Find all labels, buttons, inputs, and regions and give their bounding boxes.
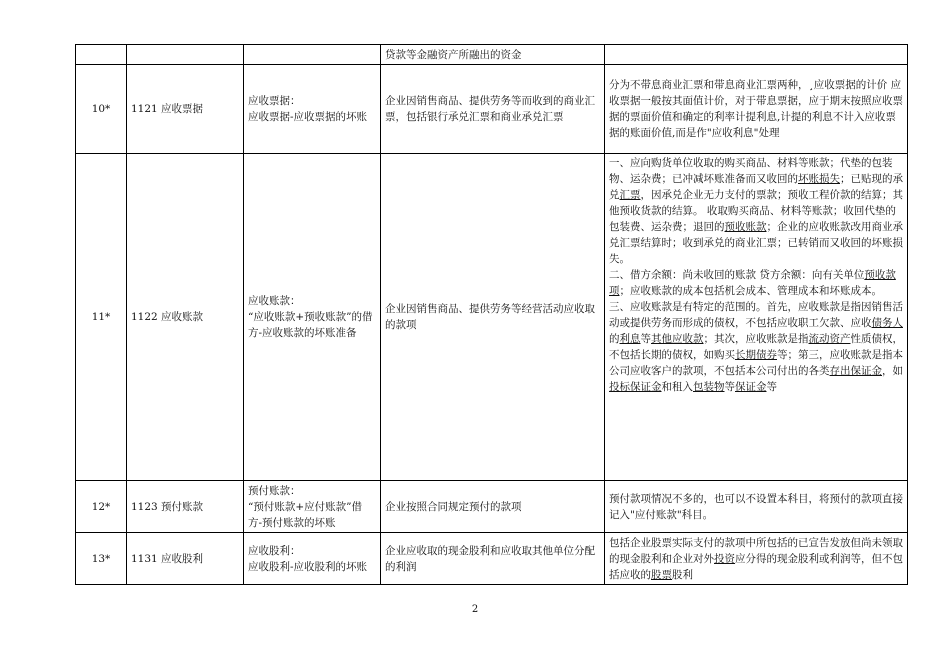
note-paragraph-3: 三、应收账款是有特定的范围的。首先，应收账款是指因销售活动或提供劳务而形成的债权，不包括应收职工欠款、应收债务人的利息等其他应收款；其次，应收账款是指流动资产性质债权，不包括长期的债权，如购买长期债券等；第三，应收账款是指本公司应收客户的款项，不包括本公司付出的各类存出保证金，如投标保证金和租入包装物等保证金等 [609, 301, 903, 393]
term-link[interactable]: 债务人 [871, 317, 903, 329]
table-row [76, 65, 908, 154]
account-cell: 1131 应收股利 [127, 533, 244, 585]
row-number: 12* [76, 481, 127, 533]
term-link[interactable]: 其他应收款 [651, 333, 704, 345]
note-cell: 分为不带息商业汇票和带息商业汇票两种，¸应收票据的计价 应收票据一般按其面值计价，对于带息票据，应于期末按照应收票据的票面价值和确定的利率计提利息,计提的利息不计入应收票据的账面价值,而是作"应收利息"处理 [605, 65, 908, 154]
note-paragraph-1: 一、应向购货单位收取的购买商品、材料等账款；代垫的包装物、运杂费；已冲减坏账准备而又收回的坏账损失；已贴现的承兑汇票，因承兑企业无力支付的票款；预收工程价款的结算；其他预收货款的结算。 收取购买商品、材料等账款；收回代垫的包装费、运杂费；退回的预收账款；企业的应收账款改用商业承兑汇票结算时；收到承兑的商业汇票；已转销而又收回的坏账损失。 [609, 157, 903, 265]
account-cell: 1122 应收账款 [127, 154, 244, 481]
term-link[interactable]: 包装物 [693, 381, 725, 393]
scope-cell: 企业因销售商品、提供劳务等经营活动应收取的款项 [381, 154, 605, 481]
row-number: 13* [76, 533, 127, 585]
term-link[interactable]: 预收账款 [724, 221, 767, 233]
term-link[interactable]: 汇票 [619, 189, 641, 201]
table-cell [605, 45, 908, 65]
table-row [76, 45, 908, 65]
term-link[interactable]: 存出保证金 [829, 365, 882, 377]
page-number: 2 [471, 604, 479, 615]
setup-cell: 应收账款： “应收账款+预收账款”的借方-应收账款的坏账准备 [244, 154, 381, 481]
setup-cell: 应收票据： 应收票据-应收票据的坏账 [244, 65, 381, 154]
term-link[interactable]: 长期债券 [735, 349, 777, 361]
term-link[interactable]: 投标保证金 [609, 381, 662, 393]
term-link[interactable]: 流动资产 [808, 333, 851, 345]
term-link[interactable]: 利息 [619, 333, 641, 345]
scope-cell: 企业因销售商品、提供劳务等而收到的商业汇票，包括银行承兑汇票和商业承兑汇票 [381, 65, 605, 154]
table-cell [76, 45, 127, 65]
scope-cell: 企业按照合同规定预付的款项 [381, 481, 605, 533]
term-link[interactable]: 投资 [714, 552, 735, 565]
term-link[interactable]: 保证金 [735, 381, 767, 393]
note-cell: 包括企业股票实际支付的款项中所包括的已宣告发放但尚未领取的现金股利和企业对外投资应分得的现金股利或利润等，但不包括应收的股票股利 [605, 533, 908, 585]
term-link[interactable]: 预收款项 [609, 269, 896, 297]
scope-cell: 贷款等金融资产所融出的资金 [381, 45, 605, 65]
account-cell: 1121 应收票据 [127, 65, 244, 154]
term-link[interactable]: 坏账损失 [798, 173, 840, 185]
term-link[interactable]: 股票 [651, 568, 672, 581]
note-cell: 预付款项情况不多的，也可以不设置本科目，将预付的款项直接记入"应付账款"科目。 [605, 481, 908, 533]
row-number: 11* [76, 154, 127, 481]
table-cell [244, 45, 381, 65]
note-paragraph-2: 二、借方余额：尚未收回的账款 贷方余额：向有关单位预收款项；应收账款的成本包括机会成本、管理成本和坏账成本。 [609, 269, 896, 297]
setup-cell: 预付账款： “预付账款+应付账款”借方-预付账款的坏账 [244, 481, 381, 533]
note-cell [605, 154, 908, 481]
table-row [76, 533, 908, 585]
accounts-table [75, 44, 908, 585]
scope-cell: 企业应收取的现金股利和应收取其他单位分配的利润 [381, 533, 605, 585]
table-cell [127, 45, 244, 65]
setup-cell: 应收股利： 应收股利-应收股利的坏账 [244, 533, 381, 585]
row-number: 10* [76, 65, 127, 154]
table-row [76, 154, 908, 481]
account-cell: 1123 预付账款 [127, 481, 244, 533]
table-row [76, 481, 908, 533]
